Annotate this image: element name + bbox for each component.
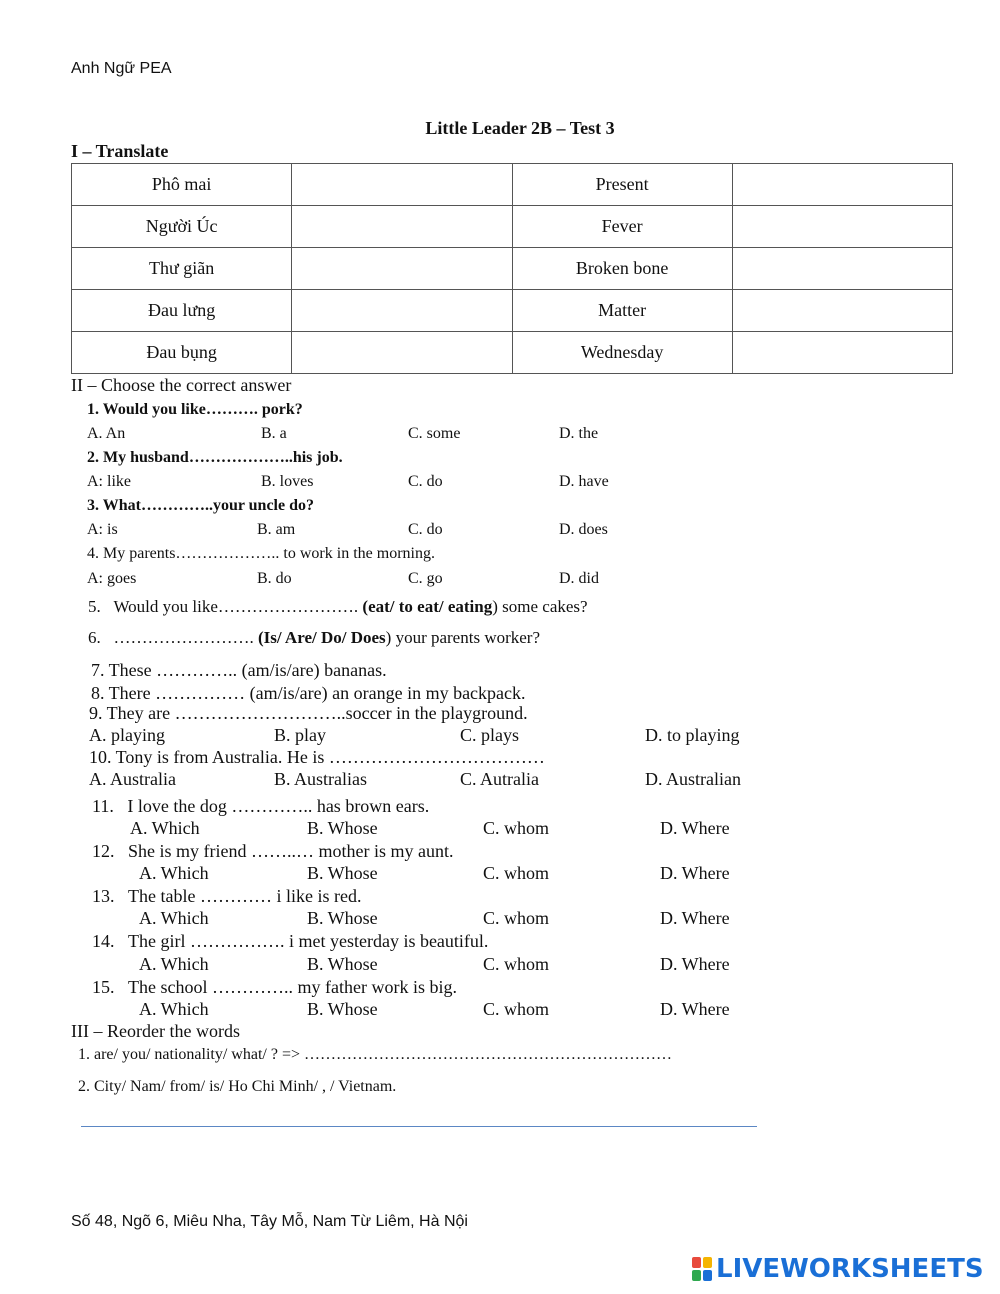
q5-text: Would you like…………………….: [113, 597, 363, 616]
q14-option-c[interactable]: C. whom: [483, 954, 550, 974]
translate-word-vi: Phô mai: [72, 164, 292, 206]
question-2: 2. My husband………………..his job.: [87, 449, 343, 466]
q6-choices: (Is/ Are/ Do/ Does: [258, 628, 386, 647]
q5-tail: ) some cakes?: [492, 597, 588, 616]
q13-text: The table ………… i like is red.: [128, 886, 362, 906]
translate-answer-cell[interactable]: [732, 248, 952, 290]
logo-text: LIVEWORKSHEETS: [716, 1254, 984, 1284]
translate-answer-cell[interactable]: [732, 206, 952, 248]
question-5: [88, 597, 588, 617]
page-title: Little Leader 2B – Test 3: [425, 118, 615, 138]
section-3-heading: III – Reorder the words: [71, 1021, 240, 1041]
q4-option-b[interactable]: B. do: [257, 570, 292, 587]
logo-mark-icon: [692, 1257, 712, 1281]
q2-option-a[interactable]: A: like: [87, 473, 131, 490]
q14-number: 14.: [92, 931, 115, 951]
q9-option-c[interactable]: C. plays: [460, 725, 520, 745]
translate-word-en: Wednesday: [512, 332, 732, 374]
translate-word-vi: Đau bụng: [72, 332, 292, 374]
question-11: [92, 796, 429, 817]
translate-word-en: Present: [512, 164, 732, 206]
q14-text: The girl ……………. i met yesterday is beautiful.: [128, 931, 489, 951]
q12-option-a[interactable]: A. Which: [139, 863, 209, 883]
q9-option-b[interactable]: B. play: [274, 725, 326, 745]
q1-option-b[interactable]: B. a: [261, 425, 287, 442]
q12-option-b[interactable]: B. Whose: [307, 863, 378, 883]
translate-answer-cell[interactable]: [292, 332, 512, 374]
q11-number: 11.: [92, 796, 114, 816]
translate-answer-cell[interactable]: [292, 248, 512, 290]
q10-option-d[interactable]: D. Australian: [645, 769, 741, 789]
q4-option-a[interactable]: A: goes: [87, 570, 137, 587]
q15-number: 15.: [92, 977, 115, 997]
footer-address: Số 48, Ngõ 6, Miêu Nha, Tây Mỗ, Nam Từ Liêm, Hà Nội: [71, 1213, 468, 1230]
translate-word-vi: Thư giãn: [72, 248, 292, 290]
translate-table: [71, 163, 953, 374]
section-1-heading: I – Translate: [71, 141, 169, 161]
q5-number: 5.: [88, 597, 101, 616]
translate-word-en: Fever: [512, 206, 732, 248]
q13-option-b[interactable]: B. Whose: [307, 908, 378, 928]
translate-row: [72, 206, 953, 248]
translate-word-vi: Đau lưng: [72, 290, 292, 332]
q11-option-a[interactable]: A. Which: [130, 818, 200, 838]
q12-option-c[interactable]: C. whom: [483, 863, 550, 883]
q2-option-b[interactable]: B. loves: [261, 473, 314, 490]
logo-square-red: [692, 1257, 701, 1268]
answer-line[interactable]: [81, 1126, 757, 1127]
q2-option-d[interactable]: D. have: [559, 473, 609, 490]
q15-option-a[interactable]: A. Which: [139, 999, 209, 1019]
q4-option-c[interactable]: C. go: [408, 570, 443, 587]
q13-option-a[interactable]: A. Which: [139, 908, 209, 928]
q6-number: 6.: [88, 628, 101, 647]
q12-option-d[interactable]: D. Where: [660, 863, 730, 883]
q3-option-d[interactable]: D. does: [559, 521, 608, 538]
translate-answer-cell[interactable]: [732, 332, 952, 374]
question-6: [88, 628, 540, 648]
header-org: Anh Ngữ PEA: [71, 60, 172, 77]
q1-option-c[interactable]: C. some: [408, 425, 461, 442]
q11-option-c[interactable]: C. whom: [483, 818, 550, 838]
q3-option-b[interactable]: B. am: [257, 521, 296, 538]
reorder-2: 2. City/ Nam/ from/ is/ Ho Chi Minh/ , / Vietnam.: [78, 1078, 397, 1095]
question-8: 8. There …………… (am/is/are) an orange in my backpack.: [91, 683, 526, 703]
logo-square-yellow: [703, 1257, 712, 1268]
q3-option-c[interactable]: C. do: [408, 521, 443, 538]
translate-row: [72, 164, 953, 206]
q14-option-b[interactable]: B. Whose: [307, 954, 378, 974]
question-3: 3. What…………..your uncle do?: [87, 497, 314, 514]
q11-option-d[interactable]: D. Where: [660, 818, 730, 838]
q9-option-a[interactable]: A. playing: [89, 725, 165, 745]
section-2-heading: II – Choose the correct answer: [71, 375, 292, 395]
q15-text: The school ………….. my father work is big.: [128, 977, 457, 997]
translate-answer-cell[interactable]: [732, 290, 952, 332]
logo-square-blue: [703, 1270, 712, 1281]
translate-word-en: Matter: [512, 290, 732, 332]
question-4: 4. My parents……………….. to work in the morning.: [87, 545, 435, 562]
question-9: 9. They are ………………………..soccer in the playground.: [89, 703, 528, 723]
q5-choices: (eat/ to eat/ eating: [362, 597, 493, 616]
q10-option-c[interactable]: C. Autralia: [460, 769, 539, 789]
translate-row: [72, 248, 953, 290]
q13-number: 13.: [92, 886, 115, 906]
q1-option-a[interactable]: A. An: [87, 425, 126, 442]
translate-answer-cell[interactable]: [292, 290, 512, 332]
q12-number: 12.: [92, 841, 115, 861]
q10-option-a[interactable]: A. Australia: [89, 769, 176, 789]
q1-option-d[interactable]: D. the: [559, 425, 599, 442]
q15-option-d[interactable]: D. Where: [660, 999, 730, 1019]
translate-answer-cell[interactable]: [292, 164, 512, 206]
q2-option-c[interactable]: C. do: [408, 473, 443, 490]
q6-tail: ) your parents worker?: [385, 628, 541, 647]
question-13: [92, 886, 361, 907]
reorder-1: 1. are/ you/ nationality/ what/ ? => ……………………………………………………………: [78, 1046, 672, 1063]
q13-option-d[interactable]: D. Where: [660, 908, 730, 928]
question-14: [92, 931, 488, 952]
translate-row: [72, 332, 953, 374]
q6-text: …………………….: [113, 628, 258, 647]
question-12: [92, 841, 453, 862]
q9-option-d[interactable]: D. to playing: [645, 725, 740, 745]
translate-word-en: Broken bone: [512, 248, 732, 290]
question-1: 1. Would you like………. pork?: [87, 401, 303, 418]
translate-row: [72, 290, 953, 332]
q14-option-d[interactable]: D. Where: [660, 954, 730, 974]
q11-option-b[interactable]: B. Whose: [307, 818, 378, 838]
translate-word-vi: Người Úc: [72, 206, 292, 248]
q14-option-a[interactable]: A. Which: [139, 954, 209, 974]
translate-answer-cell[interactable]: [732, 164, 952, 206]
question-7: 7. These ………….. (am/is/are) bananas.: [91, 660, 387, 680]
liveworksheets-logo: [692, 1252, 984, 1286]
q10-option-b[interactable]: B. Australias: [274, 769, 367, 789]
q12-text: She is my friend ……..… mother is my aunt.: [128, 841, 454, 861]
translate-answer-cell[interactable]: [292, 206, 512, 248]
logo-square-green: [692, 1270, 701, 1281]
q15-option-c[interactable]: C. whom: [483, 999, 550, 1019]
question-10: 10. Tony is from Australia. He is ………………………………: [89, 747, 545, 767]
q11-text: I love the dog ………….. has brown ears.: [127, 796, 430, 816]
question-15: [92, 977, 457, 998]
q3-option-a[interactable]: A: is: [87, 521, 118, 538]
q13-option-c[interactable]: C. whom: [483, 908, 550, 928]
q15-option-b[interactable]: B. Whose: [307, 999, 378, 1019]
q4-option-d[interactable]: D. did: [559, 570, 599, 587]
